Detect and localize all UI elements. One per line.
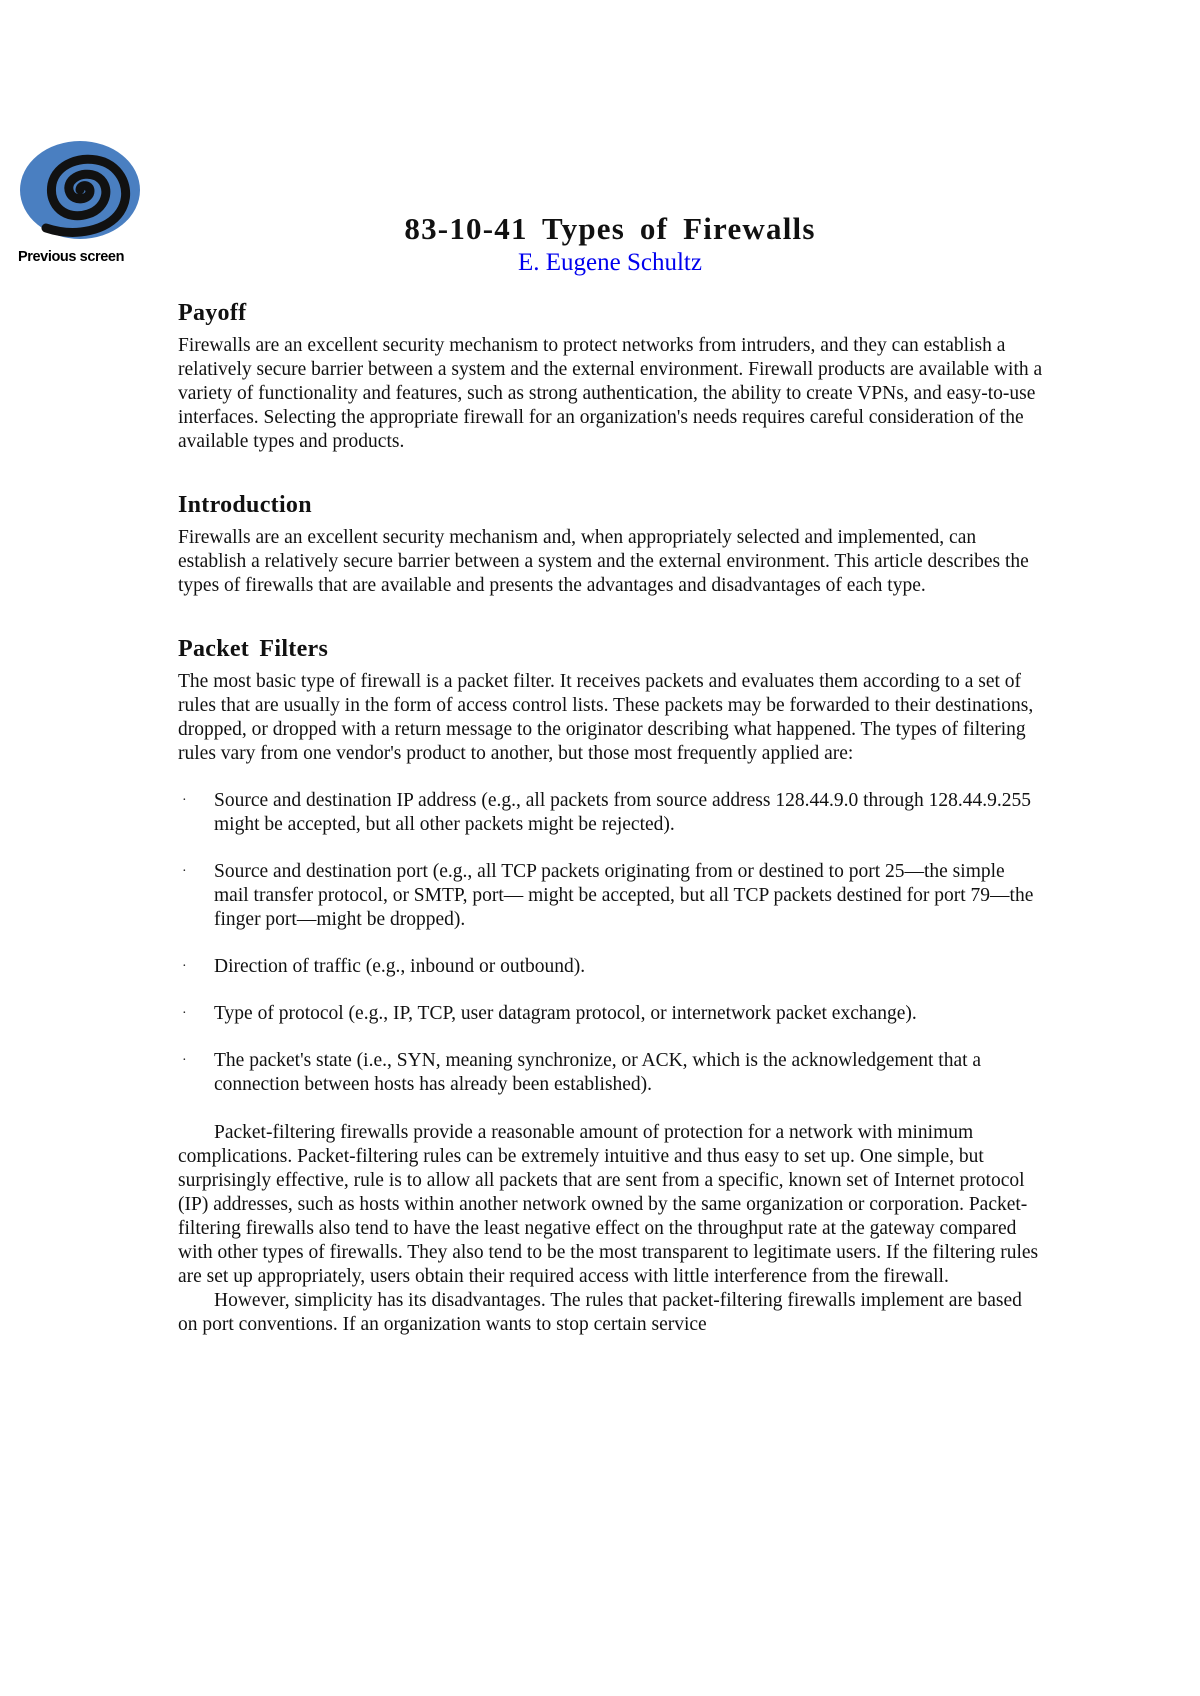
list-item <box>178 860 1044 932</box>
list-item <box>178 789 1044 837</box>
bullet-marker: · <box>182 959 187 974</box>
list-item <box>178 955 1044 979</box>
section-paragraph: Firewalls are an excellent security mechanism and, when appropriately selected and implemented, can establish a relatively secure barrier between a system and the external environment. This article describes the types of firewalls that are available and presents the advantages and disadvantages of each type. <box>178 527 1029 596</box>
previous-screen-label: Previous screen <box>18 249 125 265</box>
list-item <box>178 1049 1044 1097</box>
spiral-logo-icon <box>16 138 142 244</box>
section-heading: Packet Filters <box>178 636 329 662</box>
section-paragraph: Packet-filtering firewalls provide a reasonable amount of protection for a network with minimum complications. Packet-filtering rules can be extremely intuitive and thus easy to set up. One simple, but surprisingly effective, rule is to allow all packets that are sent from a specific, known set of Internet protocol (IP) addresses, such as hosts within another network owned by the same organization or corporation. Packet-filtering firewalls also tend to have the least negative effect on the throughput rate at the gateway compared with other types of firewalls. They also tend to be the most transparent to legitimate users. If the filtering rules are set up appropriately, users obtain their required access with little interference from the firewall. <box>178 1122 1039 1287</box>
section-payoff <box>178 298 1044 454</box>
section-packet-filters <box>178 634 1044 1337</box>
section-paragraph: However, simplicity has its disadvantages. The rules that packet-filtering firewalls implement are based on port conventions. If an organization wants to stop certain service <box>178 1290 1022 1335</box>
filter-rules-list <box>178 789 1044 1097</box>
list-item <box>178 1002 1044 1026</box>
title-block <box>160 210 1060 278</box>
section-paragraph: Firewalls are an excellent security mechanism to protect networks from intruders, and they can establish a relatively secure barrier between a system and the external environment. Firewall products are available with a variety of functionality and features, such as strong authentication, the ability to create VPNs, and easy-to-use interfaces. Selecting the appropriate firewall for an organization's needs requires careful consideration of the available types and products. <box>178 335 1043 452</box>
previous-screen-button[interactable] <box>14 138 144 268</box>
article-body <box>178 298 1044 1337</box>
list-item-text: Type of protocol (e.g., IP, TCP, user datagram protocol, or internetwork packet exchange). <box>214 1003 917 1024</box>
author-link[interactable]: E. Eugene Schultz <box>518 249 702 276</box>
section-paragraph: The most basic type of firewall is a packet filter. It receives packets and evaluates them according to a set of rules that are usually in the form of access control lists. These packets may be forwarded to their destinations, dropped, or dropped with a return message to the originator describing what happened. The types of filtering rules vary from one vendor's product to another, but those most frequently applied are: <box>178 671 1034 764</box>
section-heading: Introduction <box>178 492 312 518</box>
section-heading: Payoff <box>178 300 247 326</box>
bullet-marker: · <box>182 1053 187 1068</box>
bullet-marker: · <box>182 1006 187 1021</box>
list-item-text: Direction of traffic (e.g., inbound or outbound). <box>214 956 586 977</box>
bullet-marker: · <box>182 793 187 808</box>
page-title: 83-10-41 Types of Firewalls <box>404 211 816 246</box>
list-item-text: Source and destination IP address (e.g., all packets from source address 128.44.9.0 through 128.44.9.255 might be accepted, but all other packets might be rejected). <box>214 790 1032 835</box>
bullet-marker: · <box>182 864 187 879</box>
section-introduction <box>178 490 1044 598</box>
list-item-text: The packet's state (i.e., SYN, meaning synchronize, or ACK, which is the acknowledgement that a connection between hosts has already been established). <box>214 1050 982 1095</box>
list-item-text: Source and destination port (e.g., all TCP packets originating from or destined to port 25—the simple mail transfer protocol, or SMTP, port— might be accepted, but all TCP packets destined for port 79—the finger port—might be dropped). <box>214 861 1034 930</box>
